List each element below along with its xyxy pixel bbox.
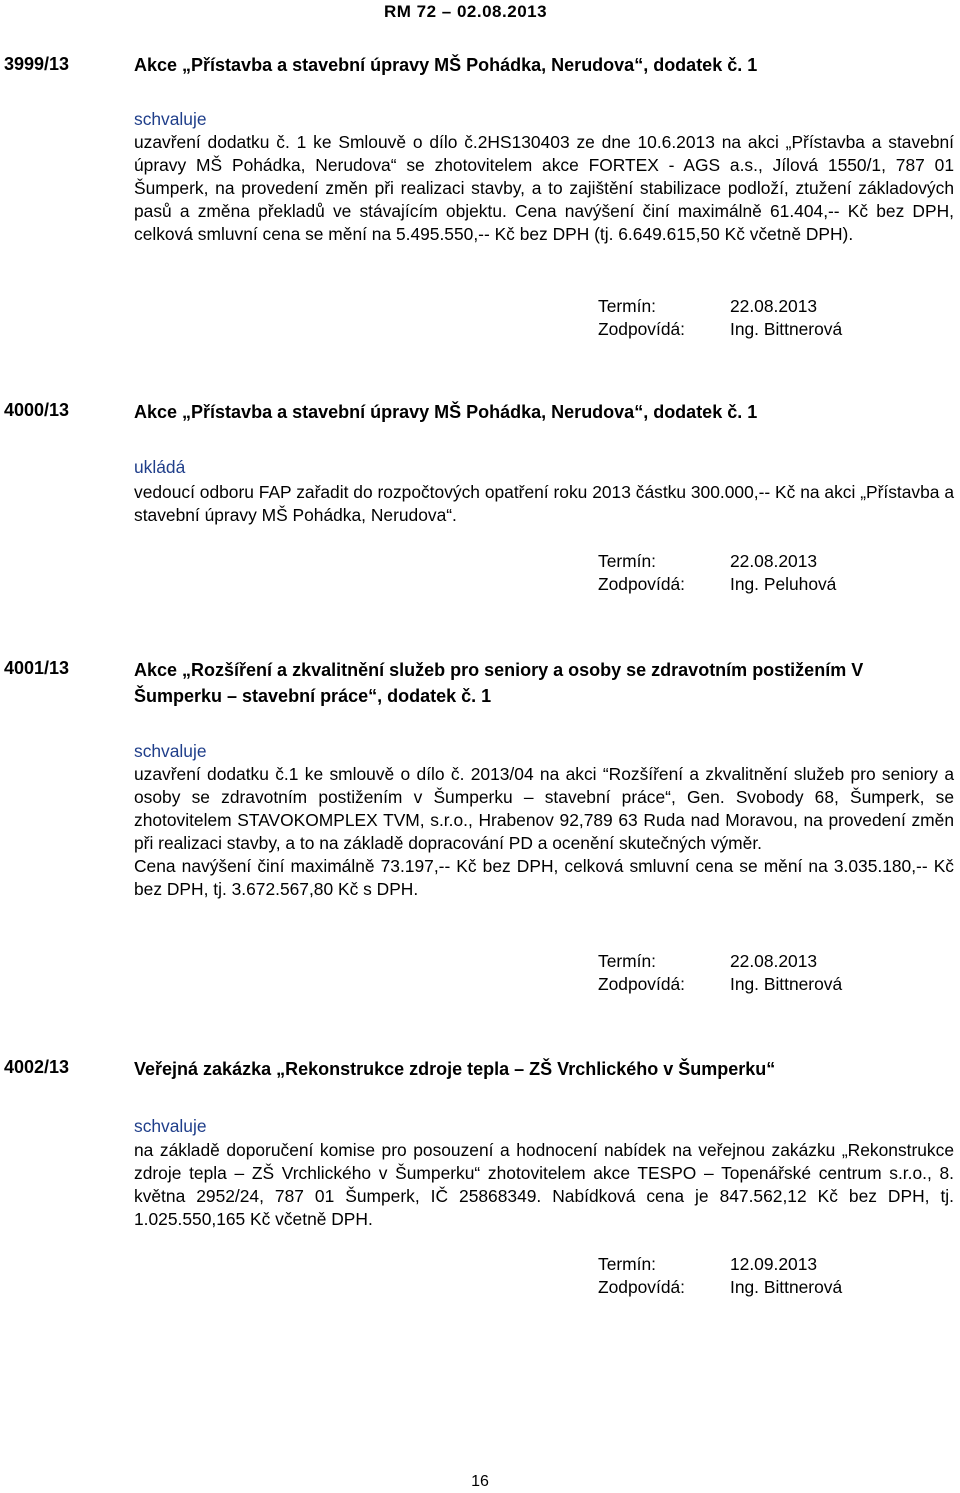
resolution-meta bbox=[598, 550, 938, 596]
term-label: Termín: bbox=[598, 551, 656, 571]
responsible-label: Zodpovídá: bbox=[598, 319, 686, 339]
resolution-body bbox=[134, 1139, 954, 1231]
resolution-title: Akce „Rozšíření a zkvalitnění služeb pro seniory a osoby se zdravotním postižením V Šumperku – stavební práce“, dodatek č. 1 bbox=[134, 660, 864, 706]
resolution-number: 3999/13 bbox=[4, 54, 70, 74]
term-label: Termín: bbox=[598, 296, 656, 316]
responsible-label: Zodpovídá: bbox=[598, 574, 686, 594]
resolution-verb: ukládá bbox=[134, 457, 186, 477]
resolution-meta bbox=[598, 950, 938, 996]
resolution-paragraph: vedoucí odboru FAP zařadit do rozpočtových opatření roku 2013 částku 300.000,-- Kč na akci „Přístavba a stavební úpravy MŠ Pohádka, Nerudova“. bbox=[134, 482, 954, 525]
resolution-body bbox=[134, 131, 954, 246]
resolution-title: Veřejná zakázka „Rekonstrukce zdroje tepla – ZŠ Vrchlického v Šumperku“ bbox=[134, 1059, 776, 1079]
resolution-paragraph: uzavření dodatku č.1 ke smlouvě o dílo č. 2013/04 na akci “Rozšíření a zkvalitnění služeb pro seniory a osoby se zdravotním postižením v Šumperku – stavební práce“, Gen. Svobody 68, Šumperk, se zhotovitelem STAVOKOMPLEX TVM, s.r.o., Hrabenov 92,789 63 Ruda nad Moravou, na provedení změn při realizaci stavby, a to na základě dopracování PD a ocenění skutečných výměr. bbox=[134, 764, 954, 853]
responsible-value: Ing. Bittnerová bbox=[730, 1277, 843, 1297]
resolution-meta bbox=[598, 295, 938, 341]
resolution-number: 4002/13 bbox=[4, 1057, 70, 1077]
resolution-verb: schvaluje bbox=[134, 109, 207, 129]
resolution-body bbox=[134, 481, 954, 527]
resolution-number: 4001/13 bbox=[4, 658, 70, 678]
term-value: 22.08.2013 bbox=[730, 551, 818, 571]
resolution-title: Akce „Přístavba a stavební úpravy MŠ Pohádka, Nerudova“, dodatek č. 1 bbox=[134, 55, 758, 75]
resolution-paragraph: Cena navýšení činí maximálně 73.197,-- Kč bez DPH, celková smluvní cena se mění na 3.035.180,-- Kč bez DPH, tj. 3.672.567,80 Kč s DPH. bbox=[134, 856, 954, 899]
term-value: 22.08.2013 bbox=[730, 951, 818, 971]
resolution-body bbox=[134, 763, 954, 901]
term-label: Termín: bbox=[598, 951, 656, 971]
resolution-verb: schvaluje bbox=[134, 741, 207, 761]
page-header: RM 72 – 02.08.2013 bbox=[384, 2, 548, 21]
resolution-title: Akce „Přístavba a stavební úpravy MŠ Pohádka, Nerudova“, dodatek č. 1 bbox=[134, 402, 758, 422]
term-value: 22.08.2013 bbox=[730, 296, 818, 316]
responsible-label: Zodpovídá: bbox=[598, 1277, 686, 1297]
resolution-verb: schvaluje bbox=[134, 1116, 207, 1136]
resolution-meta bbox=[598, 1253, 938, 1299]
term-value: 12.09.2013 bbox=[730, 1254, 818, 1274]
page-number: 16 bbox=[471, 1473, 489, 1490]
responsible-value: Ing. Peluhová bbox=[730, 574, 837, 594]
responsible-value: Ing. Bittnerová bbox=[730, 319, 843, 339]
term-label: Termín: bbox=[598, 1254, 656, 1274]
responsible-value: Ing. Bittnerová bbox=[730, 974, 843, 994]
resolution-paragraph: na základě doporučení komise pro posouzení a hodnocení nabídek na veřejnou zakázku „Rekonstrukce zdroje tepla – ZŠ Vrchlického v Šumperku“ zhotovitelem akce TESPO – Topenářské centrum s.r.o., 8. května 2952/24, 787 01 Šumperk, IČ 25868349. Nabídková cena je 847.562,12 Kč bez DPH, tj. 1.025.550,165 Kč včetně DPH. bbox=[134, 1140, 954, 1229]
resolution-paragraph: uzavření dodatku č. 1 ke Smlouvě o dílo č.2HS130403 ze dne 10.6.2013 na akci „Přístavba a stavební úpravy MŠ Pohádka, Nerudova“ se zhotovitelem akce FORTEX - AGS a.s., Jílová 1550/1, 787 01 Šumperk, na provedení změn při realizaci stavby, a to zajištění stabilizace podloží, ztužení základových pasů a změna překladů ve stávajícím objektu. Cena navýšení činí maximálně 61.404,-- Kč bez DPH, celková smluvní cena se mění na 5.495.550,-- Kč bez DPH (tj. 6.649.615,50 Kč včetně DPH). bbox=[134, 132, 954, 244]
responsible-label: Zodpovídá: bbox=[598, 974, 686, 994]
resolution-number: 4000/13 bbox=[4, 400, 70, 420]
